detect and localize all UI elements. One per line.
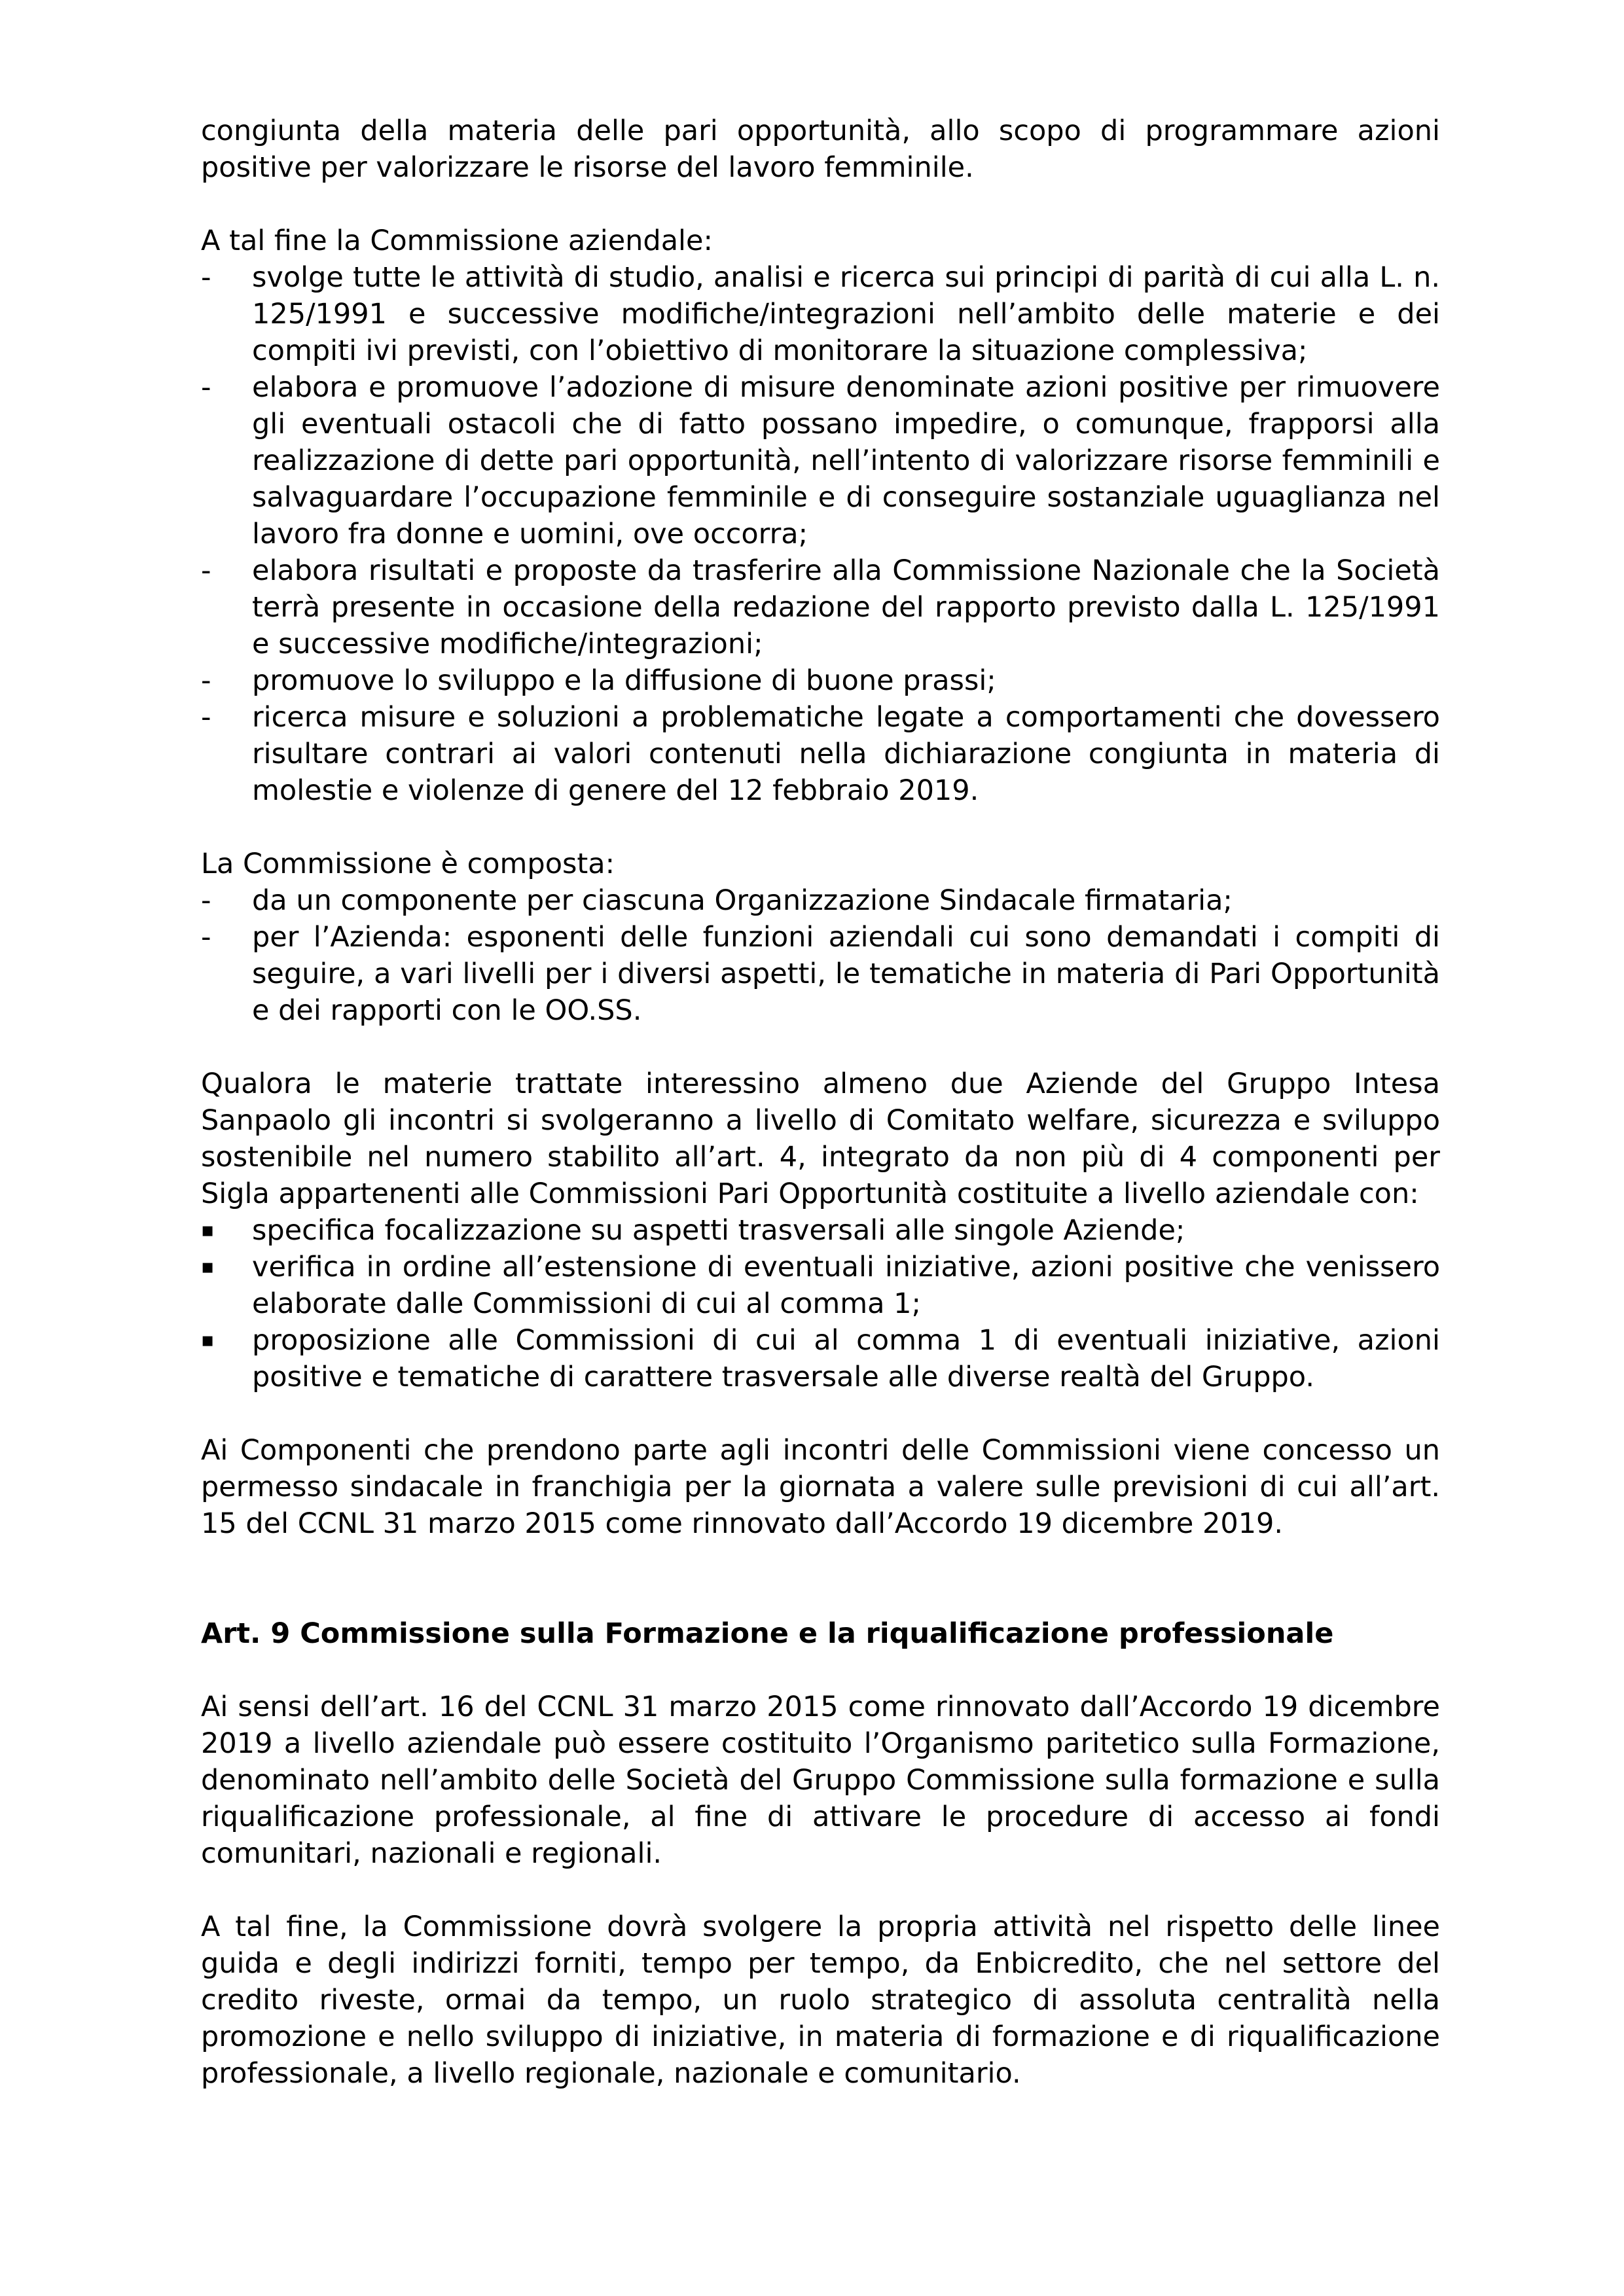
commission-duties-lead: A tal fine la Commissione aziendale: (201, 224, 713, 257)
list-item: - elabora e promuove l’adozione di misure denominate azioni positive per rimuovere gli eventuali ostacoli che di fatto possano impedire, o comunque, frapporsi alla realizzazione di dette pari opportunità, nell’intento di valorizzare risorse femminili e salvaguardare l’occupazione femminile e di conseguire sostanziale uguaglianza nel lavoro fra donne e uomini, ove occorra; (201, 369, 1440, 552)
dash-marker: - (201, 371, 211, 404)
permit-paragraph: Ai Componenti che prendono parte agli incontri delle Commissioni viene concesso un permesso sindacale in franchigia per la giornata a valere sulle previsioni di cui all’art. 15 del CCNL 31 marzo 2015 come rinnovato dall’Accordo 19 dicembre 2019. (201, 1434, 1440, 1540)
dash-marker: - (201, 664, 211, 697)
article-9-paragraph-1: Ai sensi dell’art. 16 del CCNL 31 marzo 2015 come rinnovato dall’Accordo 19 dicembre 2019 a livello aziendale può essere costituito l’Organismo paritetico sulla Formazione, denominato nell’ambito delle Società del Gruppo Commissione sulla formazione e sulla riqualificazione professionale, al fine di attivare le procedure di accesso ai fondi comunitari, nazionali e regionali. (201, 1691, 1440, 1870)
list-item: ▪ proposizione alle Commissioni di cui al comma 1 di eventuali iniziative, azioni positive e tematiche di carattere trasversale alle diverse realtà del Gruppo. (201, 1322, 1440, 1395)
dash-marker: - (201, 884, 211, 917)
list-item: ▪ specifica focalizzazione su aspetti trasversali alle singole Aziende; (201, 1212, 1440, 1249)
list-item: - promuove lo sviluppo e la diffusione di buone prassi; (201, 662, 1440, 699)
list-item: - ricerca misure e soluzioni a problematiche legate a comportamenti che dovessero risultare contrari ai valori contenuti nella dichiarazione congiunta in materia di molestie e violenze di genere del 12 febbraio 2019. (201, 699, 1440, 809)
group-paragraph: Qualora le materie trattate interessino almeno due Aziende del Gruppo Intesa Sanpaolo gli incontri si svolgeranno a livello di Comitato welfare, sicurezza e sviluppo sostenibile nel numero stabilito all’art. 4, integrato da non più di 4 componenti per Sigla appartenenti alle Commissioni Pari Opportunità costituite a livello aziendale con: (201, 1067, 1440, 1210)
square-bullet-icon: ▪ (201, 1255, 215, 1278)
list-item: - elabora risultati e proposte da trasferire alla Commissione Nazionale che la Società terrà presente in occasione della redazione del rapporto previsto dalla L. 125/1991 e successive modifiche/integrazioni; (201, 552, 1440, 662)
group-list (201, 1212, 1440, 1395)
list-item: ▪ verifica in ordine all’estensione di eventuali iniziative, azioni positive che venissero elaborate dalle Commissioni di cui al comma 1; (201, 1249, 1440, 1322)
intro-paragraph: congiunta della materia delle pari opportunità, allo scopo di programmare azioni positive per valorizzare le risorse del lavoro femminile. (201, 115, 1440, 184)
square-bullet-icon: ▪ (201, 1219, 215, 1242)
square-bullet-icon: ▪ (201, 1329, 215, 1352)
list-item: - da un componente per ciascuna Organizzazione Sindacale firmataria; (201, 882, 1440, 919)
dash-marker: - (201, 554, 211, 587)
document-page (201, 113, 1440, 2092)
article-9-heading: Art. 9 Commissione sulla Formazione e la riqualificazione professionale (201, 1617, 1334, 1650)
dash-marker: - (201, 261, 211, 294)
dash-marker: - (201, 921, 211, 954)
composition-list (201, 882, 1440, 1029)
list-item: - svolge tutte le attività di studio, analisi e ricerca sui principi di parità di cui alla L. n. 125/1991 e successive modifiche/integrazioni nell’ambito delle materie e dei compiti ivi previsti, con l’obiettivo di monitorare la situazione complessiva; (201, 259, 1440, 369)
composition-lead: La Commissione è composta: (201, 848, 615, 880)
list-item: - per l’Azienda: esponenti delle funzioni aziendali cui sono demandati i compiti di seguire, a vari livelli per i diversi aspetti, le tematiche in materia di Pari Opportunità e dei rapporti con le OO.SS. (201, 919, 1440, 1029)
dash-marker: - (201, 701, 211, 734)
commission-duties-list (201, 259, 1440, 809)
article-9-paragraph-2: A tal fine, la Commissione dovrà svolgere la propria attività nel rispetto delle linee guida e degli indirizzi forniti, tempo per tempo, da Enbicredito, che nel settore del credito riveste, ormai da tempo, un ruolo strategico di assoluta centralità nella promozione e nello sviluppo di iniziative, in materia di formazione e di riqualificazione professionale, a livello regionale, nazionale e comunitario. (201, 1910, 1440, 2090)
